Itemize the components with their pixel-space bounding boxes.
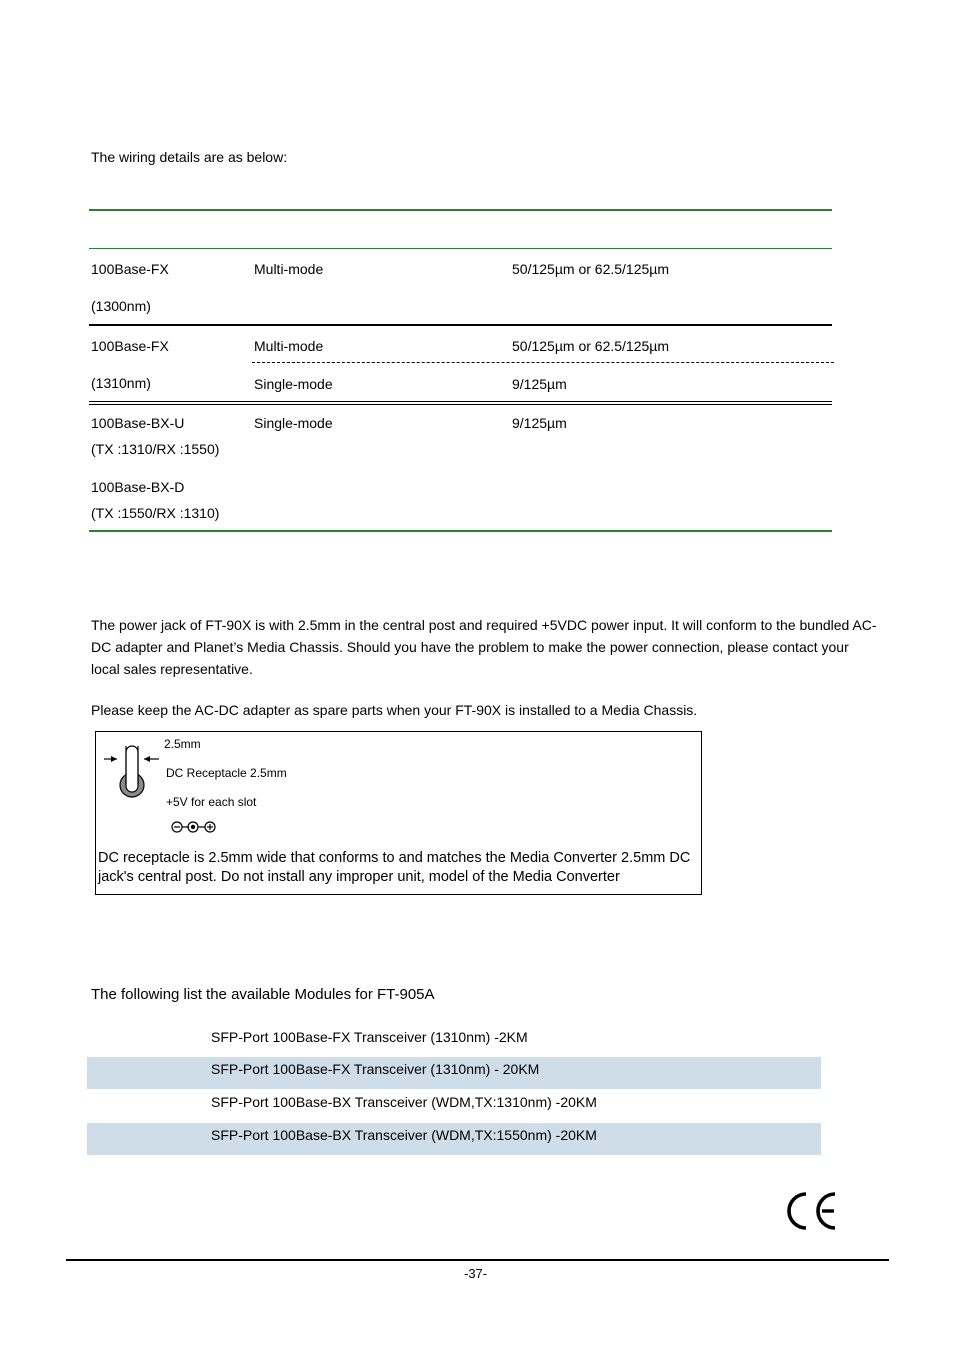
- intro-text: The wiring details are as below:: [91, 149, 288, 165]
- cable-cell: 9/125µm: [512, 415, 567, 431]
- table-bottom-rule: [89, 530, 832, 532]
- mode-cell: Single-mode: [254, 376, 333, 392]
- dashed-divider: [252, 362, 834, 363]
- table-header-rule: [89, 248, 832, 249]
- double-divider-top: [89, 401, 832, 402]
- mode-cell: Multi-mode: [254, 338, 324, 354]
- cable-cell: 9/125µm: [512, 376, 567, 392]
- power-description: The power jack of FT-90X is with 2.5mm in the central post and required +5VDC power input. It will conform to the bundled AC-DC adapter and Planet’s Media Chassis. Should you have the problem to make the power connection, please contact your local sales representative.: [91, 617, 877, 677]
- dimension-label: 2.5mm: [164, 737, 201, 751]
- cable-cell: 50/125µm or 62.5/125µm: [512, 261, 670, 277]
- note-text: DC receptacle is 2.5mm wide that conforms to and matches the Media Converter 2.5mm DC jack's central post. Do not install any improper unit, model of the Media Converter: [98, 850, 691, 885]
- footer-rule: [66, 1259, 889, 1261]
- spare-parts-note: Please keep the AC-DC adapter as spare parts when your FT-90X is installed to a Media Chassis.: [91, 702, 698, 718]
- dc-receptacle-note: [95, 731, 702, 895]
- wavelength-cell: (TX :1550/RX :1310): [91, 505, 220, 521]
- wavelength-cell: (TX :1310/RX :1550): [91, 441, 220, 457]
- mode-cell: Single-mode: [254, 415, 333, 431]
- list-item: SFP-Port 100Base-BX Transceiver (WDM,TX:1310nm) -20KM: [211, 1094, 597, 1110]
- list-item: SFP-Port 100Base-FX Transceiver (1310nm) - 20KM: [211, 1061, 540, 1077]
- standard-cell: 100Base-BX-D: [91, 479, 185, 495]
- polarity-icon: [171, 820, 217, 834]
- mode-cell: Multi-mode: [254, 261, 324, 277]
- cable-cell: 50/125µm or 62.5/125µm: [512, 338, 670, 354]
- receptacle-label: DC Receptacle 2.5mm: [166, 766, 287, 780]
- dc-receptacle-icon: [104, 740, 162, 800]
- wavelength-cell: (1300nm): [91, 298, 151, 314]
- standard-cell: 100Base-FX: [91, 338, 169, 354]
- wavelength-cell: (1310nm): [91, 375, 151, 391]
- page-number: -37-: [464, 1266, 488, 1281]
- standard-cell: 100Base-BX-U: [91, 415, 185, 431]
- double-divider-bottom: [89, 404, 832, 405]
- row-divider: [89, 324, 832, 326]
- list-item: SFP-Port 100Base-FX Transceiver (1310nm) -2KM: [211, 1029, 528, 1045]
- table-top-rule: [89, 209, 832, 211]
- standard-cell: 100Base-FX: [91, 261, 169, 277]
- modules-heading: The following list the available Modules for FT-905A: [91, 986, 435, 1003]
- power-label: +5V for each slot: [166, 795, 257, 809]
- ce-mark-icon: [784, 1190, 838, 1232]
- list-item: SFP-Port 100Base-BX Transceiver (WDM,TX:1550nm) -20KM: [211, 1127, 597, 1143]
